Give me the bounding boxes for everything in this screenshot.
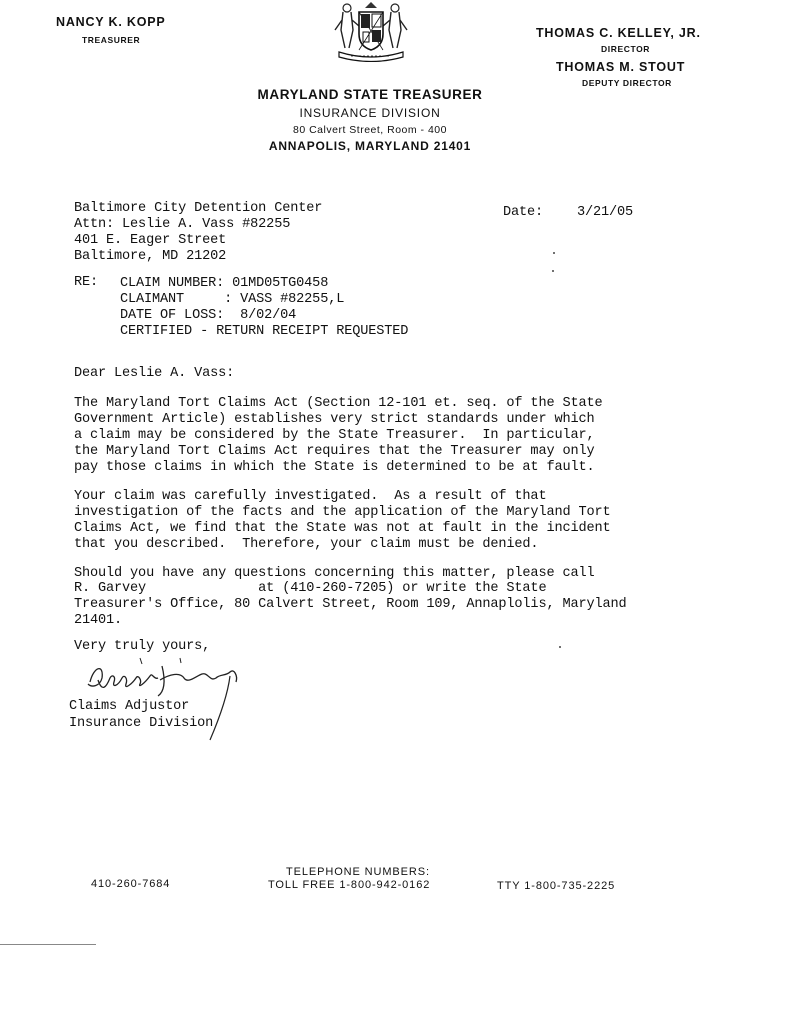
recipient-line-1: Baltimore City Detention Center [74,201,323,216]
deputy-director-name: THOMAS M. STOUT [556,60,686,74]
paragraph-1-line: a claim may be considered by the State Treasurer. In particular, [74,428,595,443]
re-label: RE: [74,275,99,290]
office-city: ANNAPOLIS, MARYLAND 21401 [268,139,472,153]
recipient-line-2: Attn: Leslie A. Vass #82255 [74,217,291,232]
footer-toll-free: TOLL FREE 1-800-942-0162 [268,879,431,891]
scan-edge-line [0,944,96,945]
salutation: Dear Leslie A. Vass: [74,366,235,381]
paragraph-2-line: that you described. Therefore, your claim must be denied. [74,537,539,552]
deputy-director-title: DEPUTY DIRECTOR [582,78,672,88]
scan-speck [559,646,561,648]
re-claimant: CLAIMANT : VASS #82255,L [120,292,345,307]
director-title: DIRECTOR [601,44,651,54]
signer-title-1: Claims Adjustor [69,699,190,714]
footer-tty: TTY 1-800-735-2225 [497,880,616,892]
office-name: MARYLAND STATE TREASURER [257,87,483,102]
paragraph-2-line: Your claim was carefully investigated. As a result of that [74,489,547,504]
date-label: Date: [503,205,544,220]
director-name: THOMAS C. KELLEY, JR. [536,26,701,40]
division-name: INSURANCE DIVISION [299,106,441,120]
re-certified: CERTIFIED - RETURN RECEIPT REQUESTED [120,324,409,339]
office-street: 80 Calvert Street, Room - 400 [293,124,447,136]
scan-speck [552,270,554,272]
treasurer-title: TREASURER [82,35,141,45]
paragraph-2-line: Claims Act, we find that the State was not at fault in the incident [74,521,611,536]
paragraph-1-line: the Maryland Tort Claims Act requires that the Treasurer may only [74,444,595,459]
paragraph-3-line: Treasurer's Office, 80 Calvert Street, Room 109, Annaplolis, Maryland [74,597,627,612]
footer-phone: 410-260-7684 [91,878,171,890]
signer-title-2: Insurance Division [69,716,214,731]
re-date-of-loss: DATE OF LOSS: 8/02/04 [120,308,297,323]
treasurer-name: NANCY K. KOPP [56,15,166,29]
maryland-state-seal-icon [329,0,413,62]
paragraph-3-line: Should you have any questions concerning this matter, please call [74,566,595,581]
paragraph-1-line: The Maryland Tort Claims Act (Section 12-101 et. seq. of the State [74,396,603,411]
paragraph-1-line: pay those claims in which the State is determined to be at fault. [74,460,595,475]
paragraph-2-line: investigation of the facts and the application of the Maryland Tort [74,505,611,520]
date-value: 3/21/05 [577,205,634,220]
footer-heading: TELEPHONE NUMBERS: [286,866,430,878]
re-claim-number: CLAIM NUMBER: 01MD05TG0458 [120,276,329,291]
closing: Very truly yours, [74,639,211,654]
paragraph-3-line: 21401. [74,613,123,628]
scan-speck [553,252,555,254]
recipient-line-4: Baltimore, MD 21202 [74,249,227,264]
paragraph-3-line: R. Garvey at (410-260-7205) or write the State [74,581,547,596]
paragraph-1-line: Government Article) establishes very strict standards under which [74,412,595,427]
recipient-line-3: 401 E. Eager Street [74,233,227,248]
